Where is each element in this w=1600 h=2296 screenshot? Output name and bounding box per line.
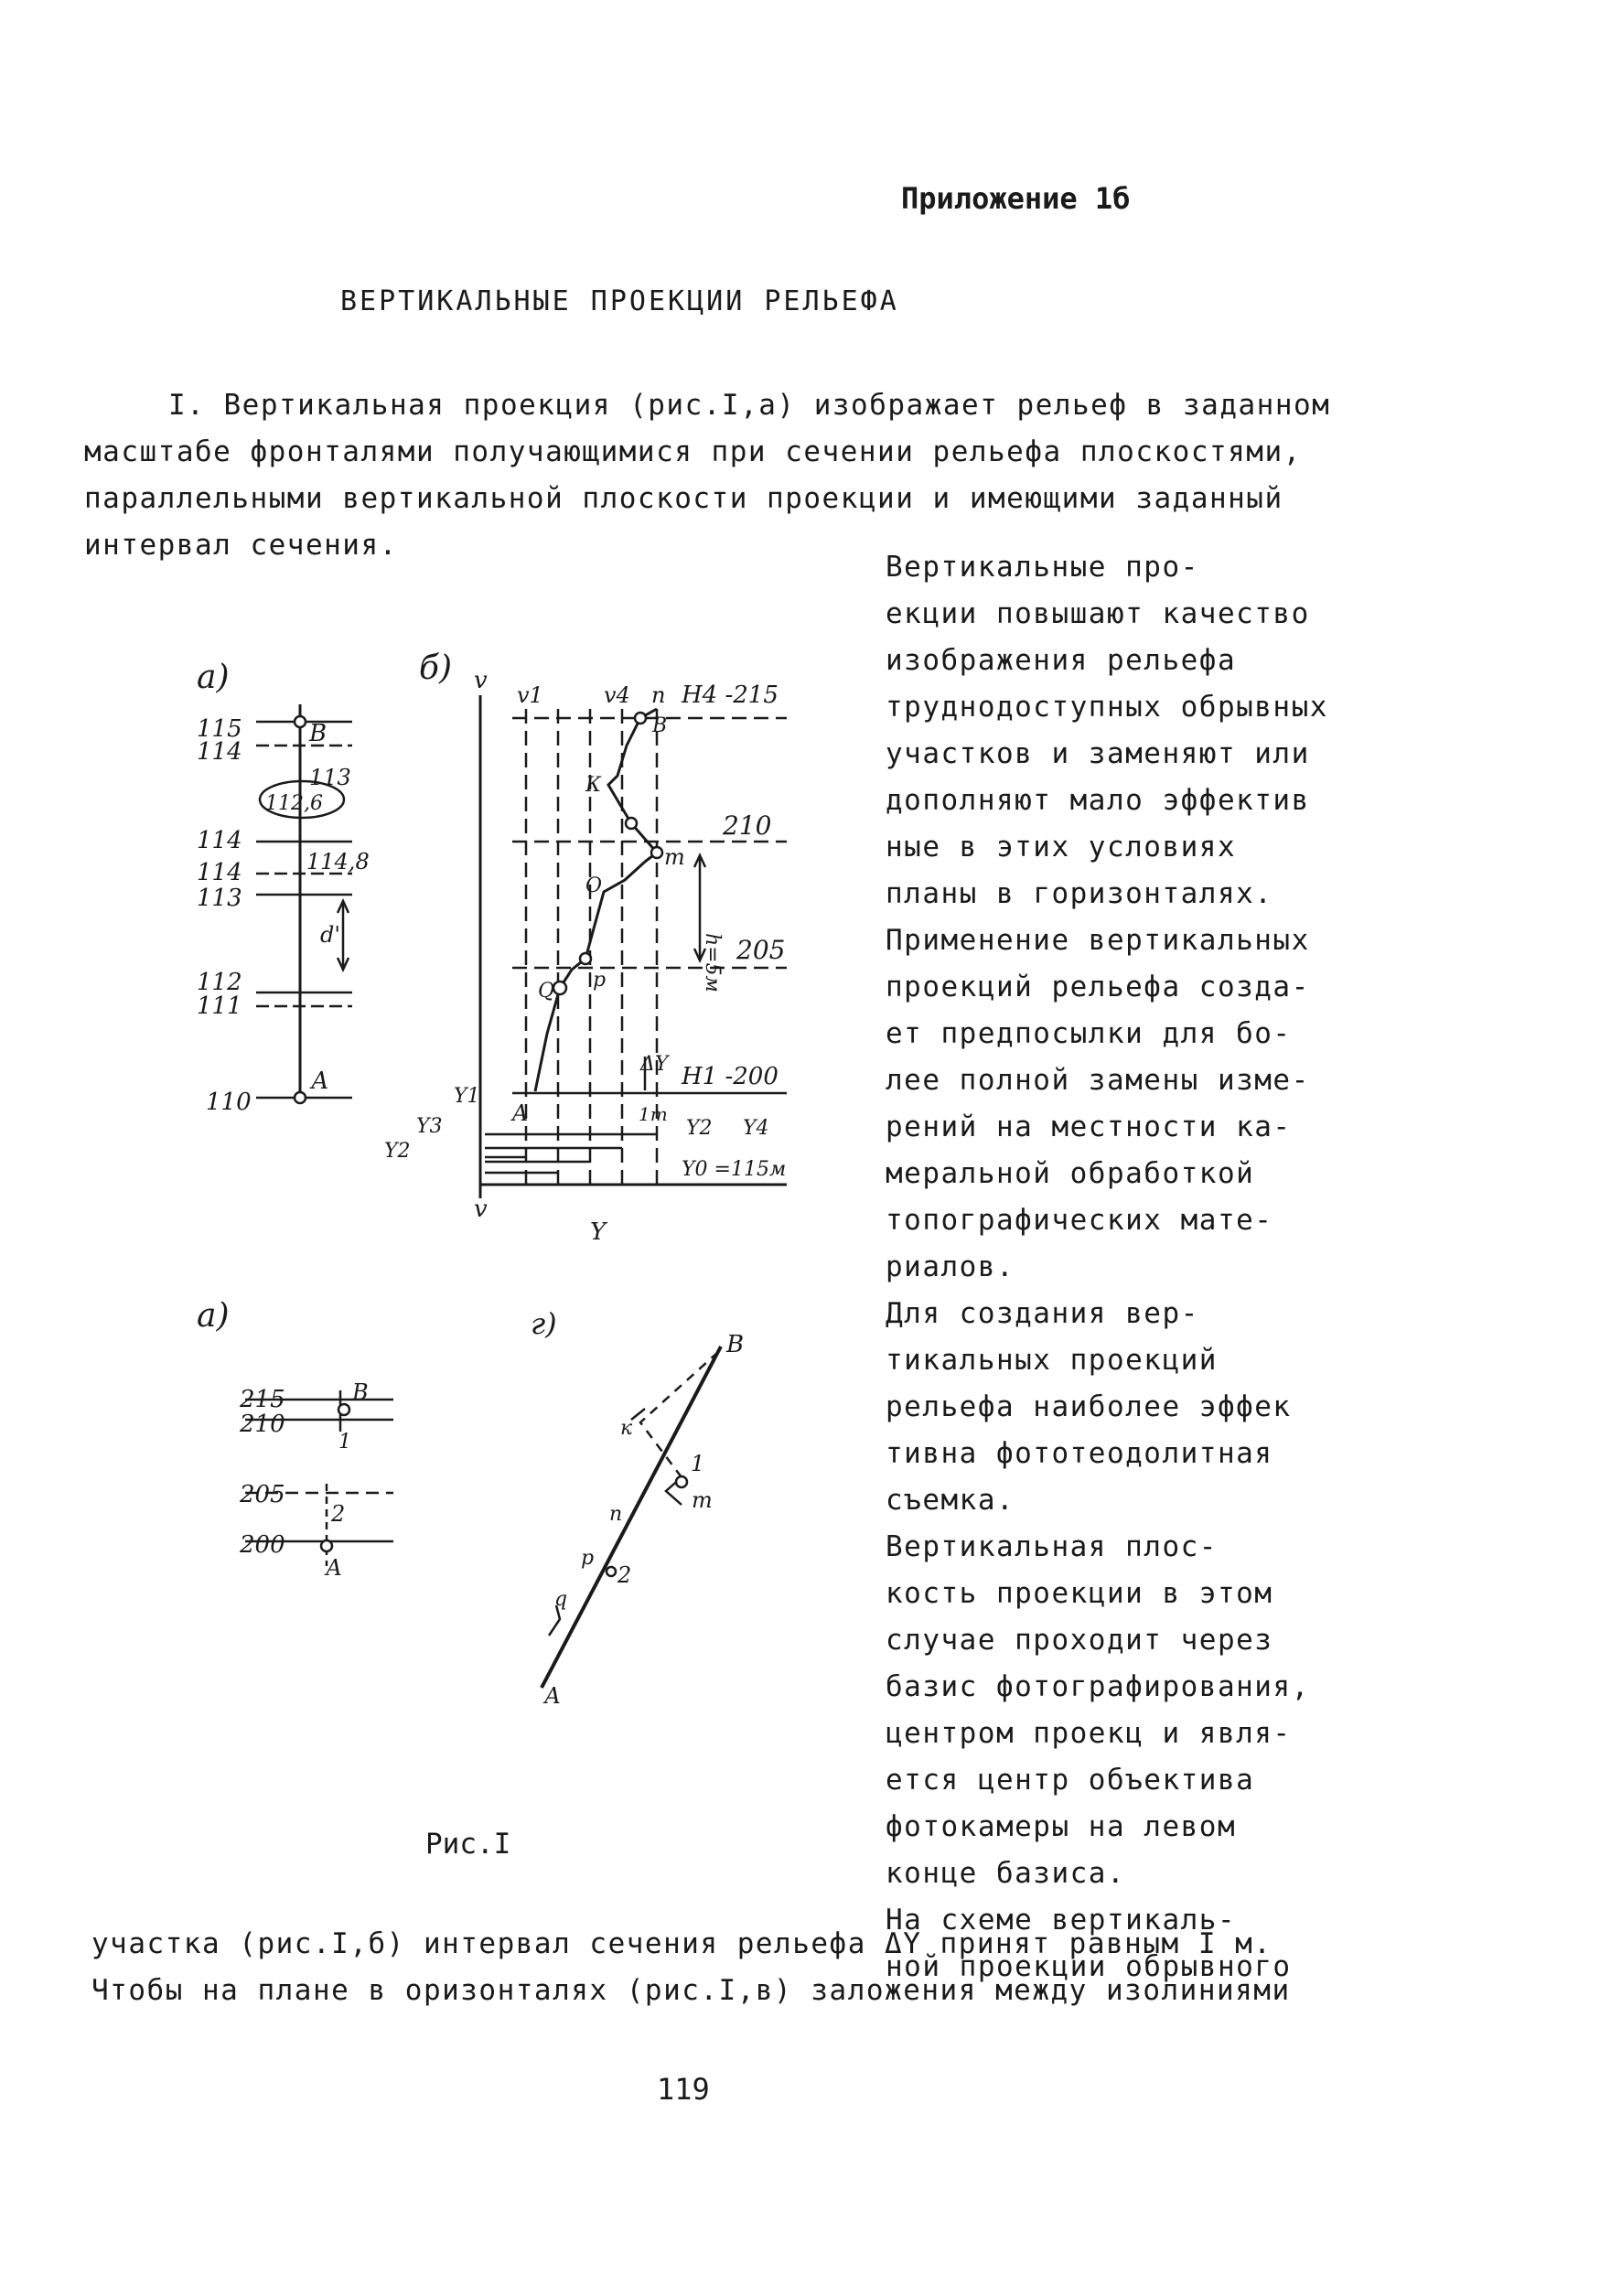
panel-b-axis-y-label: Y — [590, 1218, 607, 1246]
panel-b-interval-label: h=5м — [701, 933, 724, 992]
panel-c-point-label: 2 — [331, 1501, 346, 1527]
side-line: проекций рельефа созда- — [886, 971, 1310, 1003]
panel-c-level-label: 210 — [240, 1411, 285, 1438]
panel-c-level-label: 215 — [240, 1386, 285, 1413]
panel-b-point-k — [626, 818, 637, 829]
panel-c-point-b — [338, 1404, 349, 1415]
panel-a-label: а) — [197, 659, 230, 696]
panel-a-annotation: 114,8 — [306, 849, 370, 874]
side-line: лее полной замены изме- — [886, 1064, 1310, 1097]
panel-b-point-label: К — [585, 774, 602, 797]
panel-c-label: а) — [197, 1297, 230, 1335]
panel-a-level-label: 114 — [197, 827, 242, 854]
side-line: центром проекц и явля- — [886, 1717, 1292, 1750]
panel-b-point-p — [580, 953, 591, 964]
side-line: съемка. — [886, 1484, 1015, 1517]
panel-d-point-label: 1 — [691, 1451, 705, 1476]
panel-a-level-label: 114 — [197, 738, 242, 766]
panel-b-axis-bottom-label: v — [474, 1196, 488, 1223]
panel-d-profile-line — [542, 1346, 721, 1688]
side-line: фотокамеры на левом — [886, 1810, 1237, 1843]
side-line: Вертикальная плос- — [886, 1530, 1218, 1563]
panel-b-point-m — [651, 847, 662, 858]
figure-caption: Рис.I — [425, 1828, 511, 1861]
side-line: труднодоступных обрывных — [886, 691, 1328, 724]
side-line: кость проекции в этом — [886, 1577, 1273, 1610]
panel-a — [197, 659, 370, 1116]
panel-c-level-label: 200 — [240, 1531, 285, 1559]
panel-d-label: г) — [531, 1306, 557, 1341]
panel-d-point-label: 2 — [617, 1562, 632, 1588]
panel-a-level-label: 113 — [197, 885, 242, 912]
side-line: конце базиса. — [886, 1857, 1126, 1890]
panel-b-y-label: Y0 =115м — [682, 1158, 787, 1181]
side-line: рельефа наиболее эффек — [886, 1390, 1292, 1423]
side-line: Вертикальные про- — [886, 551, 1199, 584]
panel-b-y-label: Y3 — [416, 1115, 443, 1138]
side-line: На схеме вертикаль- — [886, 1904, 1237, 1937]
panel-a-level-label: 110 — [206, 1089, 252, 1116]
panel-a-level-label: 112 — [197, 969, 242, 996]
side-line: меральной обработкой — [886, 1157, 1255, 1190]
panel-d-tick — [631, 1409, 645, 1420]
panel-a-point-b — [295, 716, 306, 727]
intro-line: параллельными вертикальной плоскости проекции и имеющими заданный — [84, 482, 1283, 515]
bottom-line: Чтобы на плане в оризонталях (рис.I,в) заложения между изолиниями — [91, 1974, 1291, 2007]
side-line: дополняют мало эффектив — [886, 784, 1310, 817]
panel-b-point-label: p — [593, 969, 607, 992]
panel-b-profile-line — [535, 709, 657, 1091]
panel-b-y-label: Y4 — [743, 1117, 769, 1140]
panel-c-point-a — [321, 1540, 332, 1551]
side-line: случае проходит через — [886, 1624, 1273, 1657]
bottom-line: участка (рис.I,б) интервал сечения рельефа ΔY принят равным I м. — [91, 1927, 1272, 1960]
appendix-heading: Приложение 1б — [901, 181, 1131, 216]
side-line: планы в горизонталях. — [886, 877, 1273, 910]
panel-a-level-label: 115 — [197, 715, 242, 743]
panel-c-point-label: А — [326, 1555, 343, 1581]
side-line: участков и заменяют или — [886, 737, 1310, 770]
side-line: топографических мате- — [886, 1204, 1273, 1237]
panel-d-point-label: В — [726, 1331, 745, 1358]
panel-b-point-label: Q — [538, 980, 555, 1003]
side-line: ет предпосылки для бо- — [886, 1017, 1292, 1050]
panel-b-level-label: H4 -215 — [682, 681, 779, 709]
panel-a-point-label: А — [311, 1068, 329, 1095]
panel-a-annotation: 112,6 — [265, 792, 323, 815]
panel-c-level-label: 205 — [240, 1481, 285, 1508]
panel-d-point-label: n — [609, 1503, 623, 1526]
panel-d-point-1 — [676, 1476, 687, 1487]
side-line: Для создания вер- — [886, 1297, 1199, 1330]
intro-line: интервал сечения. — [84, 529, 398, 562]
panel-c-point-label: 1 — [338, 1431, 351, 1454]
panel-b-point-q — [553, 982, 566, 994]
side-line: ные в этих условиях — [886, 831, 1237, 864]
panel-a-annotation: 113 — [309, 765, 351, 790]
panel-d-point-label: А — [544, 1683, 562, 1709]
panel-a-point-a — [295, 1092, 306, 1103]
intro-line: масштабе фронталями получающимися при сечении рельефа плоскостями, — [84, 435, 1302, 468]
document-title: ВЕРТИКАЛЬНЫЕ ПРОЕКЦИИ РЕЛЬЕФА — [340, 285, 899, 317]
panel-b-y-label: Y2 — [384, 1140, 411, 1163]
panel-b-point-label: A — [512, 1100, 529, 1126]
side-line: екции повышают качество — [886, 597, 1310, 630]
panel-b-point-b — [635, 713, 646, 724]
panel-d — [531, 1306, 744, 1709]
page-number: 119 — [657, 2072, 710, 2107]
side-line: ной проекции обрывного — [886, 1950, 1292, 1983]
side-line: риалов. — [886, 1250, 1015, 1283]
panel-b-top-label: n — [651, 682, 666, 708]
panel-b-delta-label: ΔY — [640, 1053, 669, 1076]
panel-c — [197, 1297, 393, 1581]
side-line: ется центр объектива — [886, 1764, 1255, 1797]
intro-line: I. Вертикальная проекция (рис.I,а) изображает рельеф в заданном — [168, 389, 1331, 422]
panel-b-label: б) — [419, 649, 453, 687]
panel-a-level-label: 114 — [197, 859, 242, 886]
side-line: Применение вертикальных — [886, 924, 1310, 957]
panel-d-point-label: к — [620, 1417, 633, 1440]
panel-a-level-label: 111 — [197, 992, 242, 1020]
side-line: базис фотографирования, — [886, 1670, 1310, 1703]
panel-a-annotation: d' — [320, 922, 340, 948]
side-line: изображения рельефа — [886, 644, 1237, 677]
panel-b-top-label: v4 — [604, 682, 630, 708]
panel-b-point-label: m — [664, 844, 685, 870]
panel-c-point-label: В — [352, 1379, 369, 1405]
side-line: тивна фототеодолитная — [886, 1437, 1273, 1470]
panel-b-level-label: H1 -200 — [682, 1063, 779, 1090]
side-line: тикальных проекций — [886, 1344, 1218, 1377]
panel-b-level-label: 205 — [736, 935, 786, 965]
panel-b-top-label: v1 — [517, 682, 543, 708]
panel-a-point-label: В — [309, 720, 328, 747]
panel-b-axis-top-label: v — [474, 667, 488, 694]
panel-b-y-label: Y2 — [686, 1117, 713, 1140]
panel-b-point-label: В — [652, 714, 668, 737]
panel-d-point-label: m — [692, 1487, 713, 1513]
side-line: рений на местности ка- — [886, 1110, 1292, 1143]
panel-b — [384, 649, 787, 1246]
panel-b-y-label: Y1 — [454, 1085, 480, 1108]
panel-b-level-label: 210 — [723, 810, 772, 841]
panel-b-point-label: 1m — [639, 1103, 668, 1125]
panel-d-point-2 — [607, 1567, 616, 1576]
panel-d-point-label: q — [554, 1588, 568, 1611]
panel-b-point-label: О — [585, 874, 603, 897]
panel-d-point-label: p — [581, 1547, 595, 1570]
